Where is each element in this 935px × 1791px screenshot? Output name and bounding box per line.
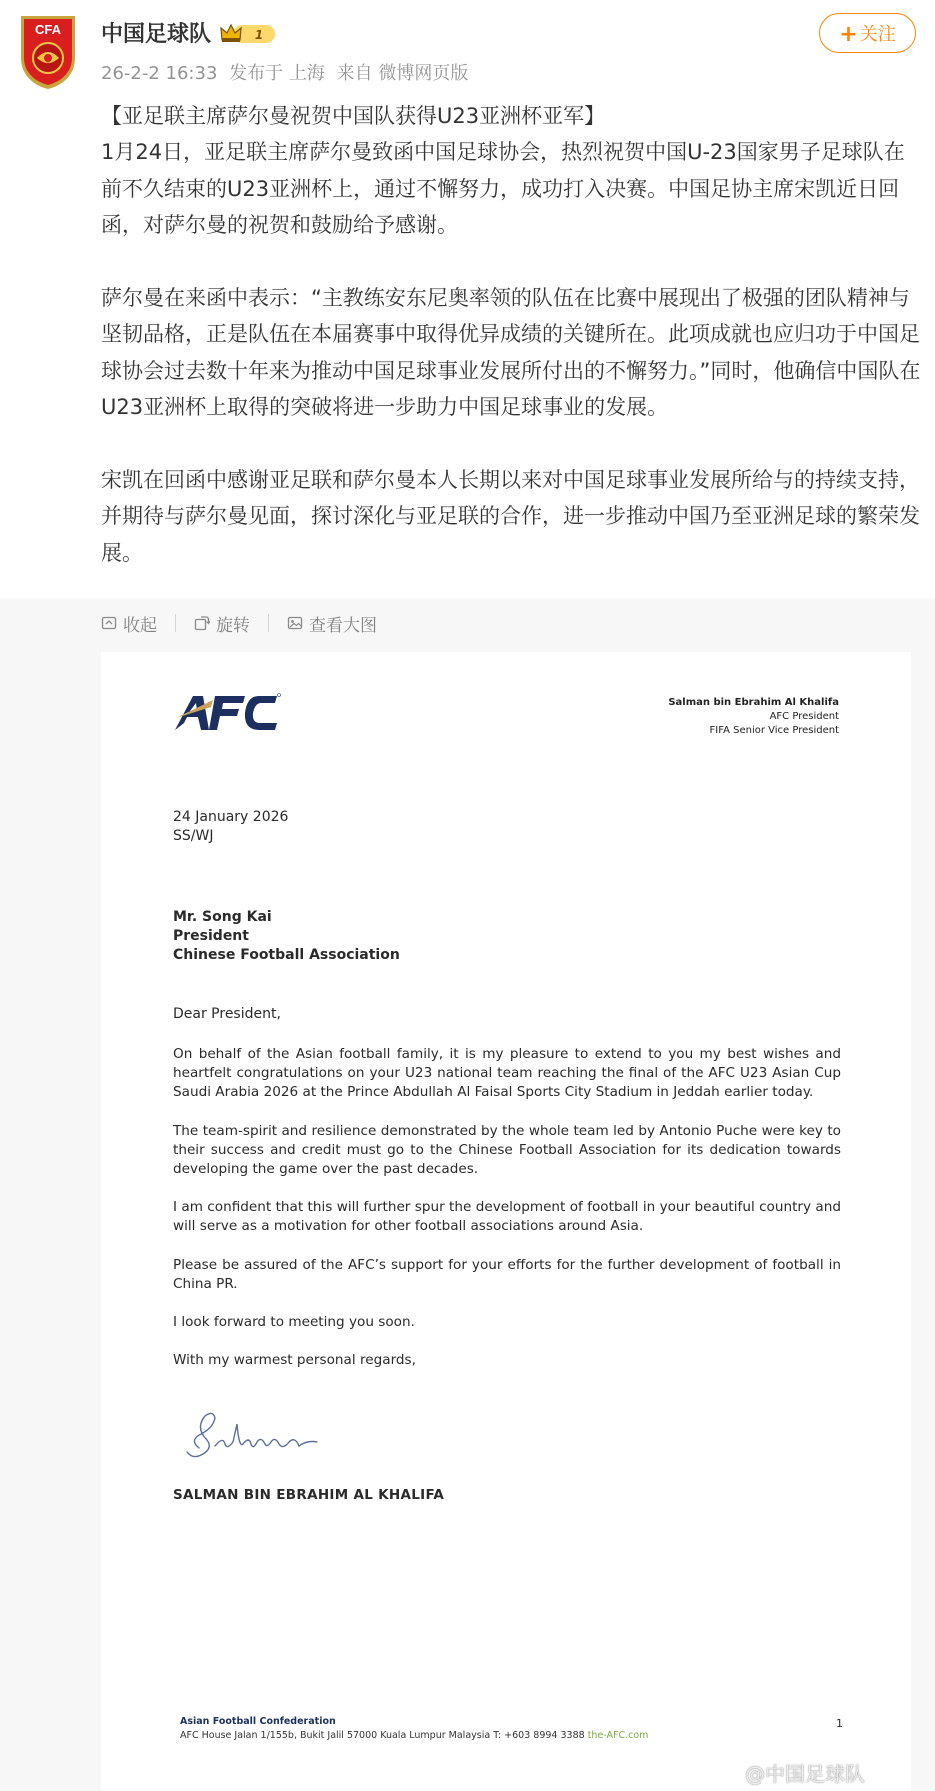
rotate-icon <box>194 615 210 631</box>
toolbar-divider <box>175 614 176 632</box>
letter-date: 24 January 2026 <box>173 809 289 825</box>
svg-text:CFA: CFA <box>35 22 61 37</box>
letter-paragraph: I am confident that this will further spur the development of football in your beautiful country and will serve as a motivation for other football associations around Asia. <box>173 1199 841 1235</box>
letter-ref: SS/WJ <box>173 828 214 844</box>
signer-name: SALMAN BIN EBRAHIM AL KHALIFA <box>173 1487 445 1503</box>
letter-paragraph: Please be assured of the AFC’s support for your efforts for the further development of football in China PR. <box>173 1256 841 1292</box>
sender-block <box>668 696 839 738</box>
handwritten-signature <box>179 1406 329 1470</box>
toolbar-divider <box>268 614 269 632</box>
view-large-button[interactable] <box>287 611 377 636</box>
sender-title: AFC President <box>769 711 839 722</box>
letter-image[interactable] <box>101 652 911 1791</box>
letter-paragraph: With my warmest personal regards, <box>173 1352 416 1369</box>
sender-name: Salman bin Ebrahim Al Khalifa <box>668 697 839 708</box>
view-large-label: 查看大图 <box>309 615 377 636</box>
addressee-block <box>173 908 400 965</box>
sender-title: FIFA Senior Vice President <box>709 725 839 736</box>
vip-badge[interactable] <box>219 22 277 46</box>
image-icon <box>287 615 303 631</box>
post-paragraph: 宋凯在回函中感谢亚足联和萨尔曼本人长期以来对中国足球事业发展所给与的持续支持，并期待与萨尔曼见面，探讨深化与亚足联的合作，进一步推动中国乃至亚洲足球的繁荣发展。 <box>101 468 920 565</box>
follow-button[interactable] <box>819 13 916 53</box>
image-toolbar <box>101 608 377 638</box>
letter-date-block <box>173 808 288 846</box>
letter-body <box>173 1045 841 1389</box>
media-area <box>0 598 935 1791</box>
collapse-icon <box>101 615 117 631</box>
post-header <box>0 0 935 100</box>
salutation: Dear President, <box>173 1006 281 1022</box>
post-body <box>101 98 921 571</box>
post-meta <box>101 59 474 85</box>
post-title: 【亚足联主席萨尔曼祝贺中国队获得U23亚洲杯亚军】 <box>101 104 606 128</box>
post-datetime[interactable]: 26-2-2 16:33 <box>101 63 218 84</box>
addressee-name: Mr. Song Kai <box>173 909 272 925</box>
footer-url: the-AFC.com <box>587 1730 649 1741</box>
collapse-label: 收起 <box>123 615 157 636</box>
rotate-label: 旋转 <box>216 615 250 636</box>
addressee-title: President <box>173 928 249 944</box>
letter-paragraph: I look forward to meeting you soon. <box>173 1314 415 1331</box>
username[interactable]: 中国足球队 <box>101 22 212 47</box>
footer-address: AFC House Jalan 1/155b, Bukit Jalil 57000 Kuala Lumpur Malaysia T: +603 8994 3388 <box>180 1730 585 1741</box>
watermark: @中国足球队 <box>745 1762 865 1786</box>
addressee-org: Chinese Football Association <box>173 947 400 963</box>
follow-label: 关注 <box>859 24 896 45</box>
rotate-button[interactable] <box>194 611 250 636</box>
post-source: 来自 微博网页版 <box>336 63 469 84</box>
post-paragraph: 1月24日，亚足联主席萨尔曼致函中国足球协会，热烈祝贺中国U-23国家男子足球队在前不久结束的U23亚洲杯上，通过不懈努力，成功打入决赛。中国足协主席宋凯近日回函，对萨尔曼的祝贺和鼓励给予感谢。 <box>101 140 905 238</box>
letter-footer <box>180 1715 648 1743</box>
letter-paragraph: The team-spirit and resilience demonstrated by the whole team led by Antonio Puche were key to their success and credit must go to the Chinese Football Association for its dedication towards developing the game over the past decades. <box>173 1122 841 1178</box>
letter-paragraph: On behalf of the Asian football family, it is my pleasure to extend to you my best wishes and heartfelt congratulations on your U23 national team reaching the final of the AFC U23 Asian Cup Saudi Arabia 2026 at the Prince Abdullah Al Faisal Sports City Stadium in Jeddah earlier today. <box>173 1046 841 1101</box>
page-number: 1 <box>836 1717 843 1730</box>
post-paragraph: 萨尔曼在来函中表示：“主教练安东尼奥率领的队伍在比赛中展现出了极强的团队精神与坚韧品格，正是队伍在本届赛事中取得优异成绩的关键所在。此项成就也应归功于中国足球协会过去数十年来为推动中国足球事业发展所付出的不懈努力。”同时，他确信中国队在U23亚洲杯上取得的突破将进一步助力中国足球事业的发展。 <box>101 286 921 420</box>
afc-logo <box>173 690 281 738</box>
vip-level: 1 <box>254 28 264 42</box>
footer-org: Asian Football Confederation <box>180 1716 336 1727</box>
collapse-button[interactable] <box>101 611 157 636</box>
avatar[interactable] <box>17 14 79 90</box>
plus-icon: + <box>839 22 858 47</box>
post-location: 发布于 上海 <box>229 63 325 84</box>
